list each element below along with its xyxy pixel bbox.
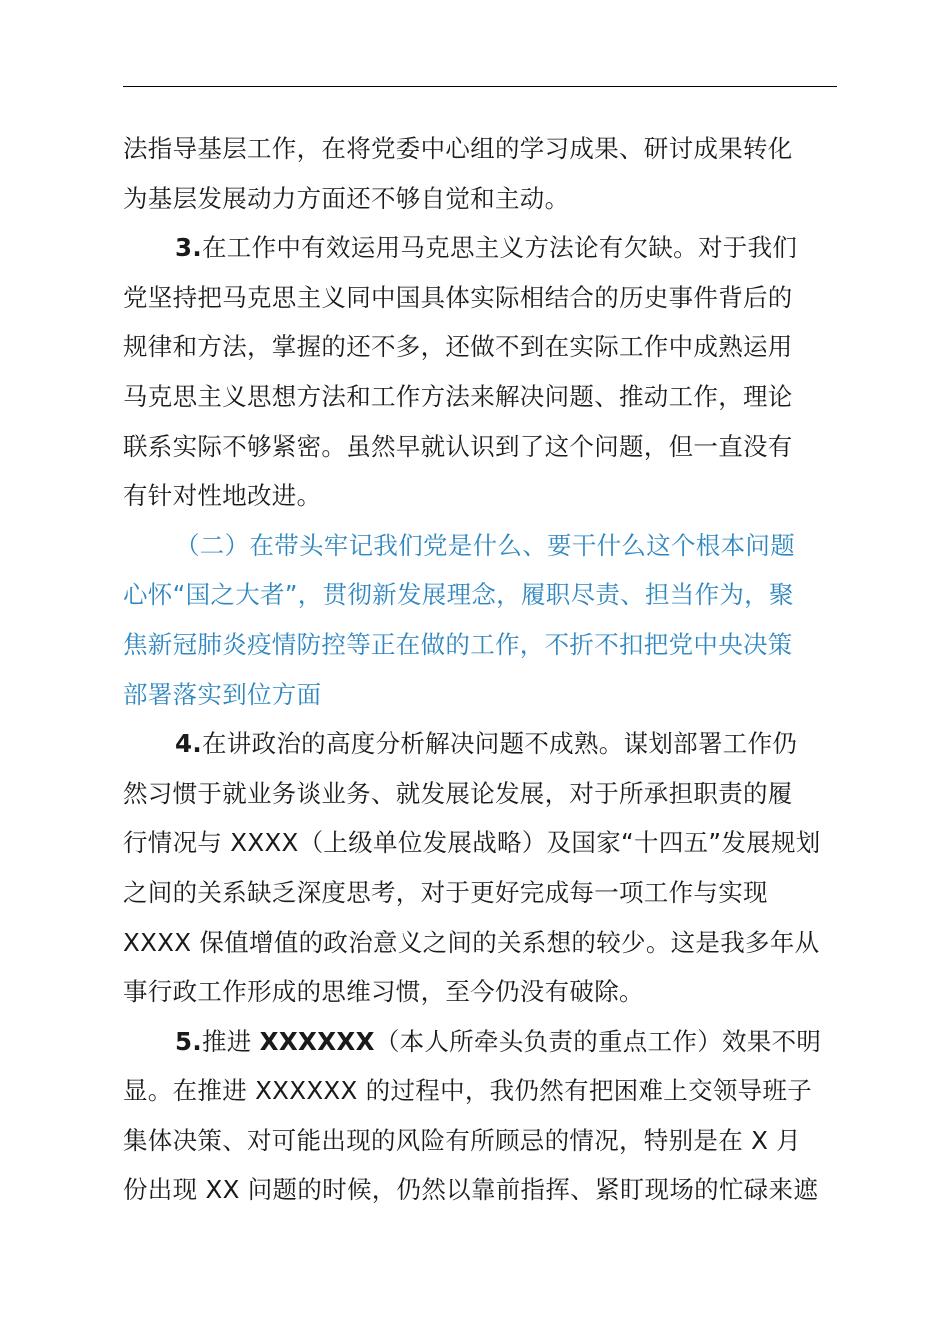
text-line: 法指导基层工作，在将党委中心组的学习成果、研讨成果转化 <box>123 134 793 163</box>
paragraph-continuation <box>123 124 837 223</box>
text-line <box>123 223 837 273</box>
item-number: 4. <box>175 729 202 759</box>
paragraph-item-4 <box>123 719 837 1017</box>
header-rule <box>123 86 837 87</box>
text-line: 事行政工作形成的思维习惯，至今仍没有破除。 <box>123 977 644 1007</box>
item-title: 在讲政治的高度分析解决问题不成熟。谋划部署工作仍 <box>201 729 798 759</box>
text-line: 党坚持把马克思主义同中国具体实际相结合的历史事件背后的 <box>123 282 793 312</box>
text-line: 集体决策、对可能出现的风险有所顾忌的情况，特别是在 X 月 <box>123 1125 802 1155</box>
section-heading <box>123 521 837 719</box>
item-number: 5. <box>175 1026 202 1056</box>
paragraph-item-5 <box>123 1017 837 1215</box>
text-line <box>123 719 837 769</box>
text-line: 之间的关系缺乏深度思考，对于更好完成每一项工作与实现 <box>123 877 768 907</box>
text-line: 马克思主义思想方法和工作方法来解决问题、推动工作，理论 <box>123 381 793 411</box>
text-line: 份出现 XX 问题的时候，仍然以靠前指挥、紧盯现场的忙碌来遮 <box>123 1175 819 1205</box>
text-line: 然习惯于就业务谈业务、就发展论发展，对于所承担职责的履 <box>123 778 793 808</box>
text-line: 行情况与 XXXX（上级单位发展战略）及国家“十四五”发展规划 <box>123 828 821 858</box>
text-line: 规律和方法，掌握的还不多，还做不到在实际工作中成熟运用 <box>123 332 793 362</box>
text-line <box>123 1017 837 1067</box>
text-line: 有针对性地改进。 <box>123 481 322 511</box>
heading-line: 部署落实到位方面 <box>123 679 322 709</box>
item-lead: 推进 <box>201 1026 260 1056</box>
heading-text: （二）在带头牢记我们党是什么、要干什么这个根本问题 <box>175 530 795 560</box>
text-line: 为基层发展动力方面还不够自觉和主动。 <box>123 183 570 213</box>
heading-line: 心怀“国之大者”，贯彻新发展理念，履职尽责、担当作为，聚 <box>123 580 794 610</box>
item-number: 3. <box>175 233 202 263</box>
item-title: 在工作中有效运用马克思主义方法论有欠缺。对于我们 <box>201 233 798 263</box>
document-body <box>123 124 837 1215</box>
heading-line <box>123 521 837 571</box>
item-title: （本人所牵头负责的重点工作）效果不明 <box>374 1026 822 1056</box>
text-line: 显。在推进 XXXXXX 的过程中，我仍然有把困难上交领导班子 <box>123 1076 813 1106</box>
paragraph-item-3 <box>123 223 837 521</box>
item-code: XXXXXX <box>259 1026 375 1056</box>
text-line: 联系实际不够紧密。虽然早就认识到了这个问题，但一直没有 <box>123 431 793 461</box>
heading-line: 焦新冠肺炎疫情防控等正在做的工作，不折不扣把党中央决策 <box>123 629 793 659</box>
text-line: XXXX 保值增值的政治意义之间的关系想的较少。这是我多年从 <box>123 927 820 957</box>
